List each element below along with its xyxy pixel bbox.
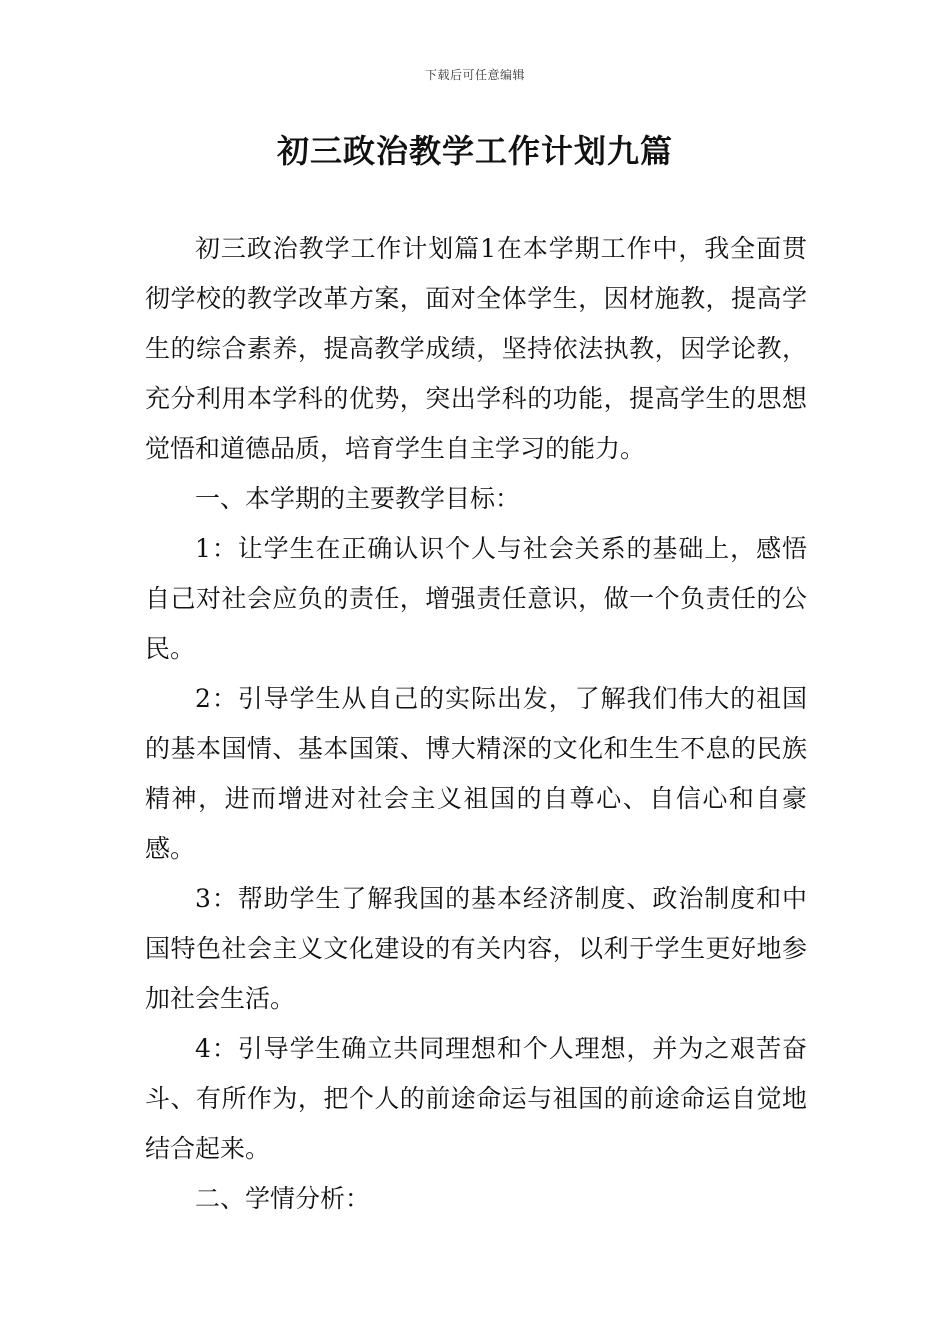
document-title: 初三政治教学工作计划九篇 (276, 132, 673, 170)
goal-item-1: 1：让学生在正确认识个人与社会关系的基础上，感悟自己对社会应负的责任，增强责任意识，做一个负责任的公民。 (145, 534, 807, 663)
goal-item-2: 2：引导学生从自己的实际出发，了解我们伟大的祖国的基本国情、基本国策、博大精深的文化和生生不息的民族精神，进而增进对社会主义祖国的自尊心、自信心和自豪感。 (145, 684, 807, 863)
intro-paragraph: 初三政治教学工作计划篇1在本学期工作中，我全面贯彻学校的教学改革方案，面对全体学生，因材施教，提高学生的综合素养，提高教学成绩，坚持依法执教，因学论教，充分利用本学科的优势，突出学科的功能，提高学生的思想觉悟和道德品质，培育学生自主学习的能力。 (145, 234, 807, 463)
section-heading-analysis: 二、学情分析： (195, 1184, 371, 1213)
header-note: 下载后可任意编辑 (424, 68, 525, 82)
document-body (145, 224, 807, 1224)
section-heading-goals: 一、本学期的主要教学目标： (195, 484, 521, 513)
goal-item-3: 3：帮助学生了解我国的基本经济制度、政治制度和中国特色社会主义文化建设的有关内容，以利于学生更好地参加社会生活。 (145, 884, 807, 1013)
goal-item-4: 4：引导学生确立共同理想和个人理想，并为之艰苦奋斗、有所作为，把个人的前途命运与祖国的前途命运自觉地结合起来。 (145, 1034, 807, 1163)
